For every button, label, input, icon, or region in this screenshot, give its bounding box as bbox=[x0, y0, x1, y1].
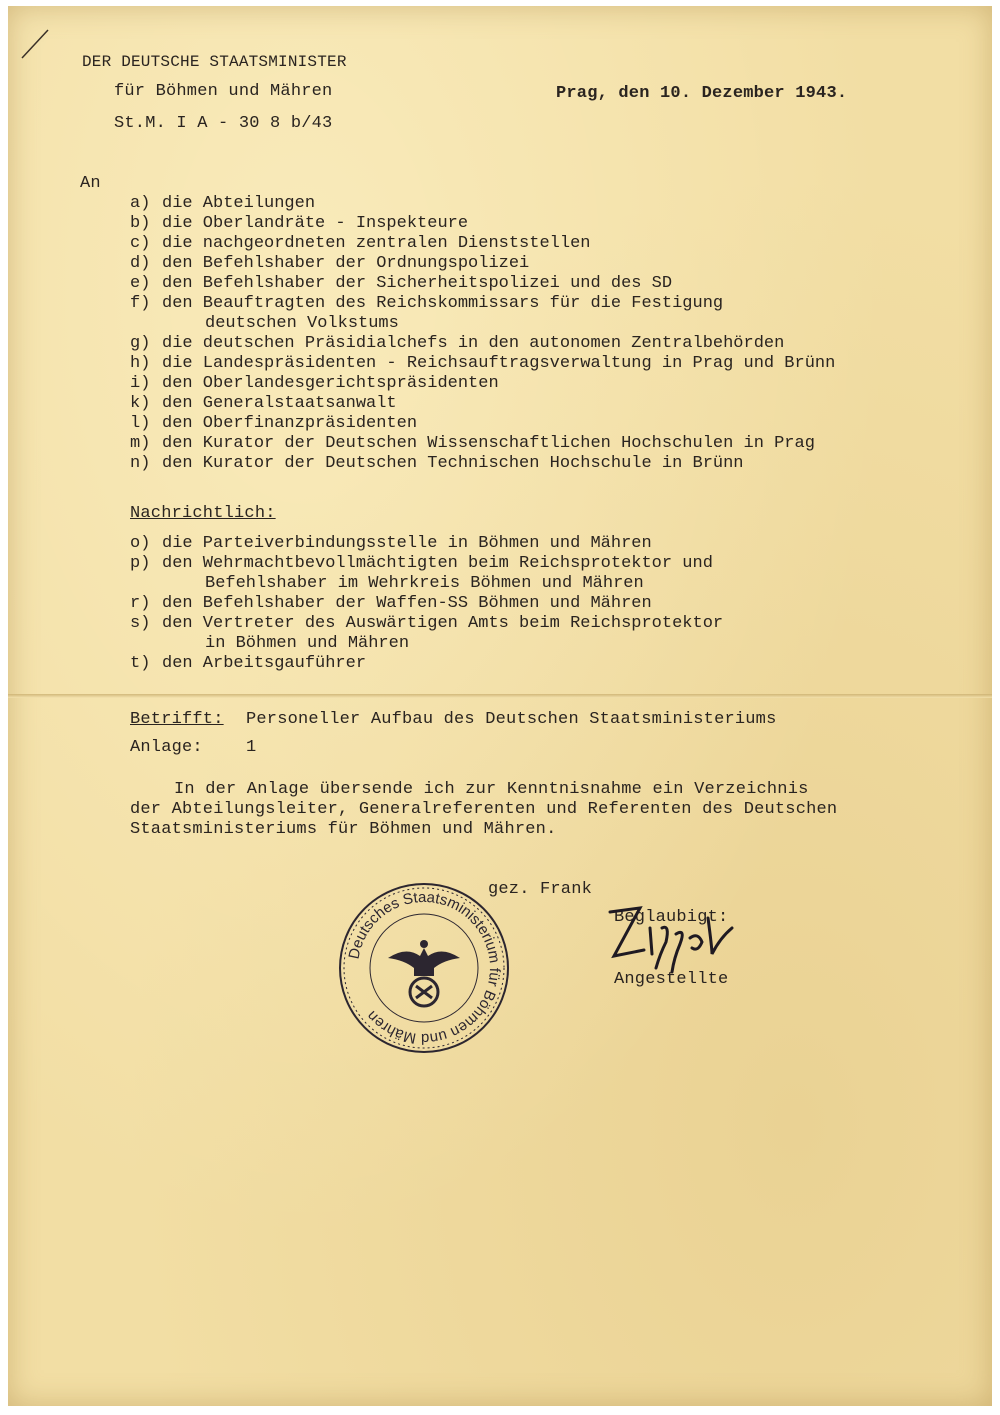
list-item: b) die Oberlandräte - Inspekteure bbox=[130, 214, 469, 233]
body-line-1: In der Anlage übersende ich zur Kenntnisnahme ein Verzeichnis bbox=[174, 780, 809, 799]
list-item: d) den Befehlshaber der Ordnungspolizei bbox=[130, 254, 530, 273]
attachment-label: Anlage: bbox=[130, 738, 203, 757]
corner-mark-icon bbox=[18, 24, 58, 64]
list-item: o) die Parteiverbindungsstelle in Böhmen und Mähren bbox=[130, 534, 652, 553]
signer-role: Angestellte bbox=[614, 970, 729, 989]
authority-title: DER DEUTSCHE STAATSMINISTER bbox=[82, 53, 347, 71]
subject-label: Betrifft: bbox=[130, 710, 224, 729]
list-item-continuation: deutschen Volkstums bbox=[205, 314, 399, 333]
paper-fold bbox=[8, 694, 992, 698]
cc-heading: Nachrichtlich: bbox=[130, 504, 276, 523]
attachment-value: 1 bbox=[246, 738, 257, 757]
list-item: c) die nachgeordneten zentralen Dienststellen bbox=[130, 234, 591, 253]
list-item: l) den Oberfinanzpräsidenten bbox=[130, 414, 418, 433]
authority-region: für Böhmen und Mähren bbox=[114, 82, 333, 101]
list-item: k) den Generalstaatsanwalt bbox=[130, 394, 397, 413]
recipients-intro: An bbox=[80, 174, 101, 193]
list-item: t) den Arbeitsgauführer bbox=[130, 654, 367, 673]
list-item: s) den Vertreter des Auswärtigen Amts beim Reichsprotektor bbox=[130, 614, 724, 633]
list-item: e) den Befehlshaber der Sicherheitspolizei und des SD bbox=[130, 274, 673, 293]
place-date: Prag, den 10. Dezember 1943. bbox=[556, 84, 848, 103]
list-item: p) den Wehrmachtbevollmächtigten beim Reichsprotektor und bbox=[130, 554, 713, 573]
body-line-2: der Abteilungsleiter, Generalreferenten und Referenten des Deutschen bbox=[130, 800, 838, 819]
handwritten-signature bbox=[600, 898, 750, 978]
reference-number: St.M. I A - 30 8 b/43 bbox=[114, 114, 333, 133]
certified-label: Beglaubigt: bbox=[614, 908, 729, 927]
list-item: n) den Kurator der Deutschen Technischen Hochschule in Brünn bbox=[130, 454, 744, 473]
list-item: h) die Landespräsidenten - Reichsauftragsverwaltung in Prag und Brünn bbox=[130, 354, 836, 373]
body-line-3: Staatsministeriums für Böhmen und Mähren. bbox=[130, 820, 557, 839]
subject-text: Personeller Aufbau des Deutschen Staatsministeriums bbox=[246, 710, 777, 729]
official-stamp bbox=[336, 880, 512, 1056]
list-item-continuation: Befehlshaber im Wehrkreis Böhmen und Mähren bbox=[205, 574, 644, 593]
list-item: i) den Oberlandesgerichtspräsidenten bbox=[130, 374, 499, 393]
list-item: r) den Befehlshaber der Waffen-SS Böhmen und Mähren bbox=[130, 594, 652, 613]
list-item: g) die deutschen Präsidialchefs in den autonomen Zentralbehörden bbox=[130, 334, 785, 353]
list-item: m) den Kurator der Deutschen Wissenschaftlichen Hochschulen in Prag bbox=[130, 434, 815, 453]
list-item: f) den Beauftragten des Reichskommissars für die Festigung bbox=[130, 294, 724, 313]
list-item: a) die Abteilungen bbox=[130, 194, 316, 213]
list-item-continuation: in Böhmen und Mähren bbox=[205, 634, 410, 653]
signed-by: gez. Frank bbox=[488, 880, 593, 899]
eagle-emblem-icon bbox=[388, 940, 460, 1006]
stamp-ring-text: Deutsches Staatsministerium für Böhmen und Mähren bbox=[345, 888, 504, 1048]
